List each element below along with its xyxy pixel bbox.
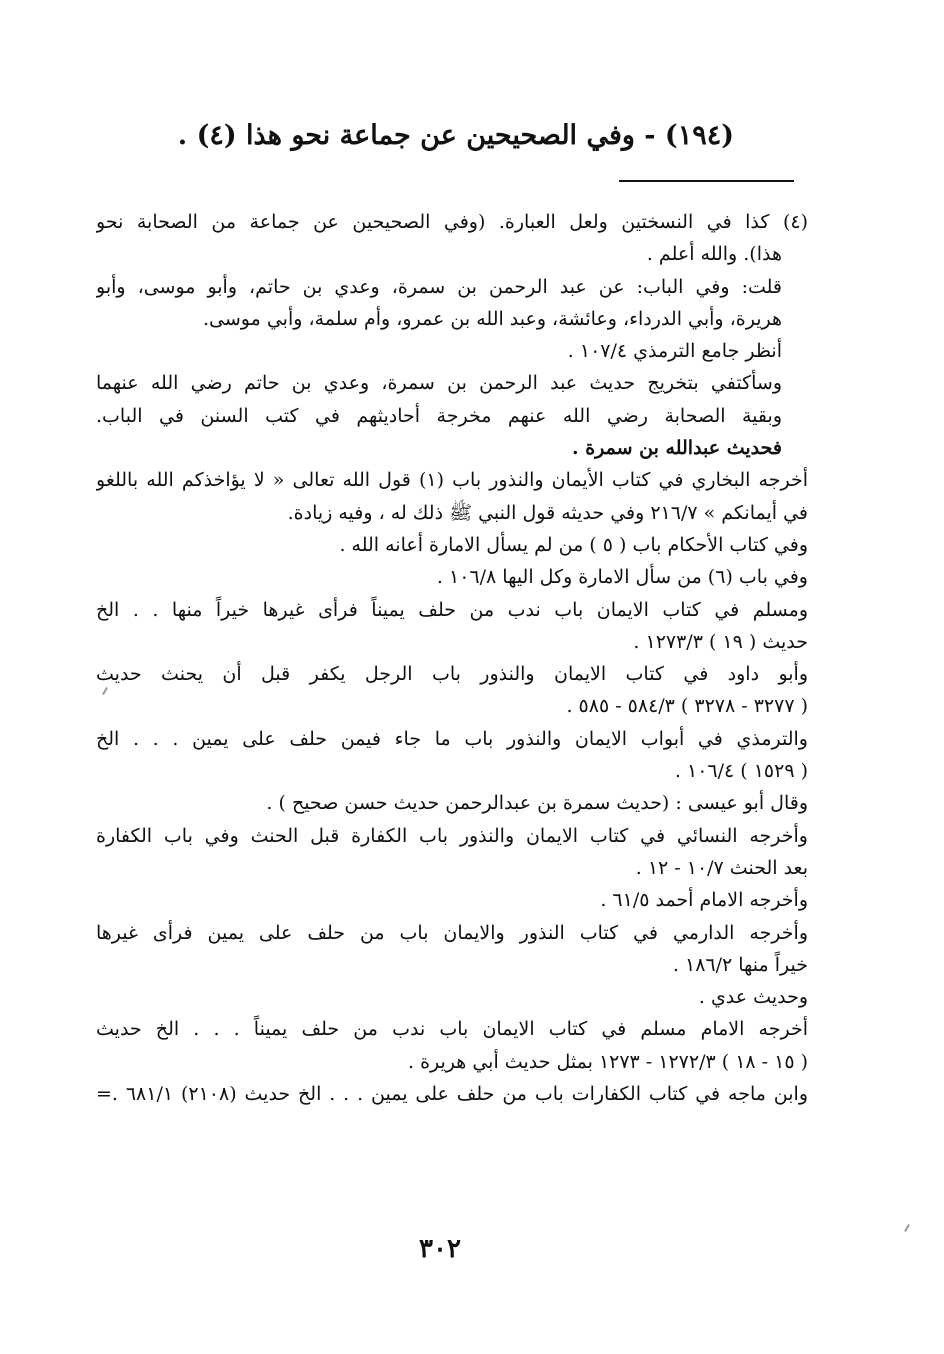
main-text: (١٩٤) - وفي الصحيحين عن جماعة نحو هذا (٤) . [177, 120, 734, 151]
footnote-line: حديث ( ١٩ ) ١٢٧٣/٣ . [633, 630, 808, 653]
footnote-line: أخرجه البخاري في كتاب الأيمان والنذور باب (١) قول الله تعالى « لا يؤاخذكم الله باللغو [96, 469, 808, 492]
footnote-line: وفي كتاب الأحكام باب ( ٥ ) من لم يسأل الامارة أعانه الله . [339, 533, 808, 556]
footnote-line: قلت: وفي الباب: عن عبد الرحمن بن سمرة، وعدي بن حاتم، وأبو موسى، وأبو [96, 275, 782, 298]
footnote-line: والترمذي في أبواب الايمان والنذور باب ما جاء فيمن حلف على يمين . . . الخ [96, 727, 808, 750]
footnote-separator-rule [619, 180, 794, 182]
scan-speck [904, 1224, 910, 1232]
footnote-line: وبقية الصحابة رضي الله عنهم مخرجة أحاديثهم في كتب السنن في الباب. [96, 404, 782, 427]
footnote-line: وفي باب (٦) من سأل الامارة وكل اليها ١٠٦/٨ . [436, 566, 808, 589]
footnotes-block [96, 206, 808, 1110]
footnote-line: ( ١٥٢٩ ) ١٠٦/٤ . [674, 760, 808, 783]
footnote-line: وقال أبو عيسى : (حديث سمرة بن عبدالرحمن حديث حسن صحيح ) . [266, 792, 808, 815]
footnote-line: وأبو داود في كتاب الايمان والنذور باب الرجل يكفر قبل أن يحنث حديث [96, 663, 808, 686]
footnote-line: ومسلم في كتاب الايمان باب ندب من حلف يميناً فرأى غيرها خيراً منها . . الخ [96, 598, 808, 621]
footnote-line: وابن ماجه في كتاب الكفارات باب من حلف على يمين . . . الخ حديث (٢١٠٨) ٦٨١/١ .= [96, 1083, 808, 1106]
footnote-line: خيراً منها ١٨٦/٢ . [672, 953, 808, 976]
page-number: ٣٠٢ [419, 1234, 461, 1264]
footnote-line: هذا). والله أعلم . [646, 243, 782, 266]
footnote-line: أنظر جامع الترمذي ١٠٧/٤ . [567, 340, 782, 363]
footnote-line: وحديث عدي . [698, 986, 808, 1009]
footnote-line: وسأكتفي بتخريج حديث عبد الرحمن بن سمرة، وعدي بن حاتم رضي الله عنهما [96, 372, 782, 395]
footnote-line: (٤) كذا في النسختين ولعل العبارة. (وفي الصحيحين عن جماعة من الصحابة نحو [96, 211, 808, 233]
footnote-line: بعد الحنث ١٠/٧ - ١٢ . [635, 856, 808, 879]
footnote-line: وأخرجه الدارمي في كتاب النذور والايمان باب من حلف على يمين فرأى غيرها [96, 921, 808, 944]
footnote-line: ( ٣٢٧٧ - ٣٢٧٨ ) ٥٨٤/٣ - ٥٨٥ . [566, 695, 808, 718]
footnote-line: ( ١٥ - ١٨ ) ١٢٧٢/٣ - ١٢٧٣ بمثل حديث أبي هريرة . [408, 1050, 808, 1073]
footnote-line: هريرة، وأبي الدرداء، وعائشة، وعبد الله بن عمرو، وأم سلمة، وأبي موسى. [203, 307, 782, 330]
footnote-line: وأخرجه النسائي في كتاب الايمان والنذور باب الكفارة قبل الحنث وفي باب الكفارة [96, 824, 808, 847]
footnote-line: وأخرجه الامام أحمد ٦١/٥ . [600, 889, 808, 912]
footnote-line: في أيمانكم » ٢١٦/٧ وفي حديثه قول النبي ﷺ ذلك له ، وفيه زيادة. [287, 501, 808, 524]
footnote-line: فحديث عبدالله بن سمرة . [571, 437, 782, 460]
footnote-line: أخرجه الامام مسلم في كتاب الايمان باب ندب من حلف يميناً . . . الخ حديث [96, 1018, 808, 1041]
